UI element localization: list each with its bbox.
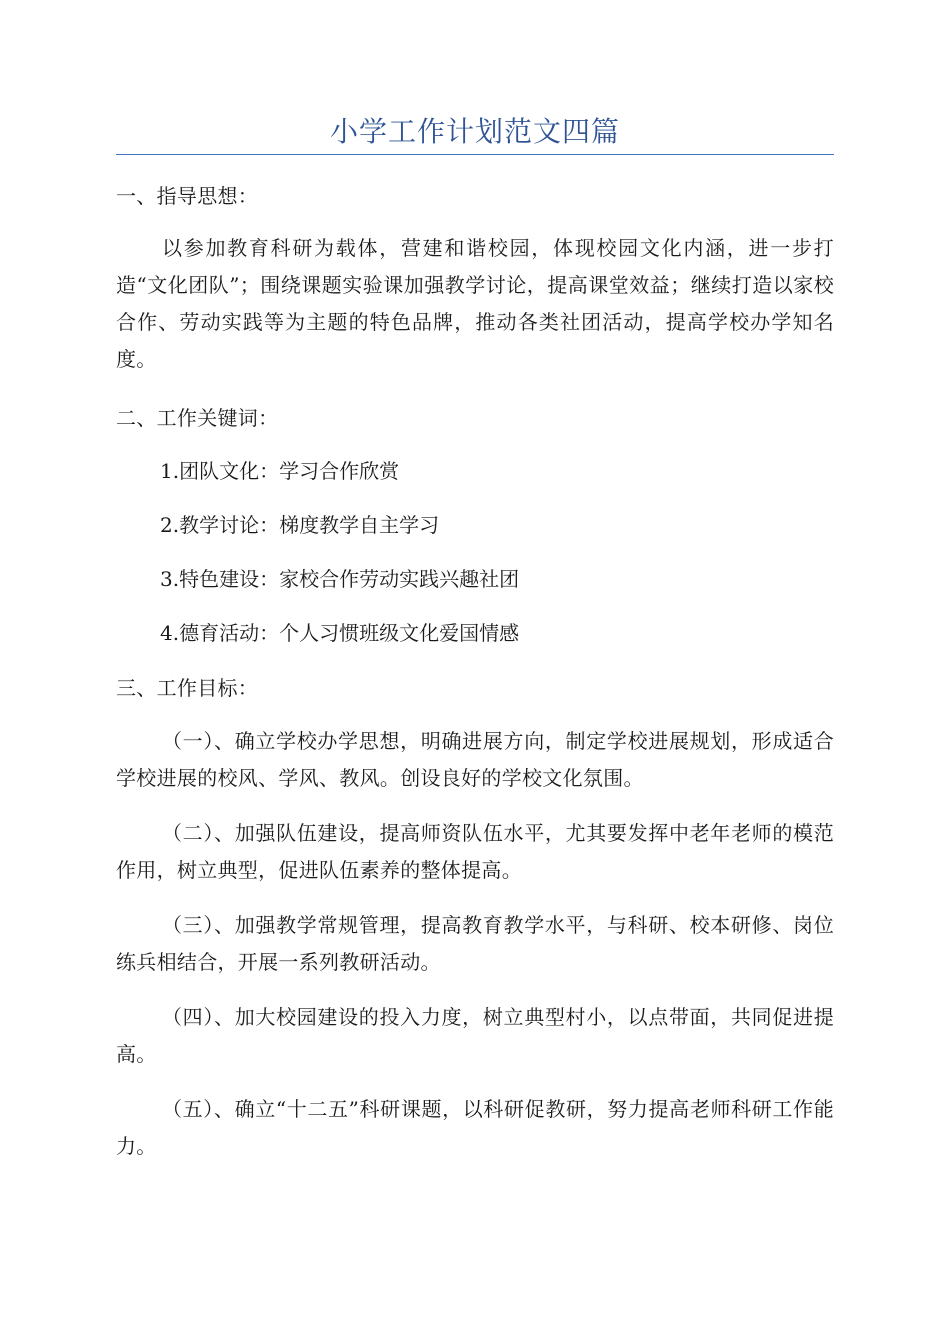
section-heading-keywords: 二、工作关键词：: [116, 406, 279, 430]
section-heading-work-goals: 三、工作目标：: [116, 676, 259, 700]
goal-paragraph: （五）、确立“十二五”科研课题，以科研促教研，努力提高老师科研工作能力。: [116, 1097, 834, 1158]
document-title: 小学工作计划范文四篇: [329, 115, 620, 148]
goal-paragraph: （二）、加强队伍建设，提高师资队伍水平，尤其要发挥中老年老师的模范作用，树立典型，促进队伍素养的整体提高。: [116, 821, 834, 882]
keyword-item: 2.教学讨论：梯度教学自主学习: [160, 513, 440, 537]
goal-paragraph: （三）、加强教学常规管理，提高教育教学水平，与科研、校本研修、岗位练兵相结合，开展一系列教研活动。: [116, 913, 834, 974]
keyword-item: 4.德育活动：个人习惯班级文化爱国情感: [160, 621, 520, 645]
title-underline: [116, 154, 834, 155]
goal-paragraph: （四）、加大校园建设的投入力度，树立典型村小，以点带面，共同促进提高。: [116, 1005, 834, 1066]
keyword-item: 3.特色建设：家校合作劳动实践兴趣社团: [160, 567, 520, 591]
keyword-item: 1.团队文化：学习合作欣赏: [160, 459, 400, 483]
goal-paragraph: （一）、确立学校办学思想，明确进展方向，制定学校进展规划，形成适合学校进展的校风、学风、教风。创设良好的学校文化氛围。: [116, 729, 834, 790]
guiding-ideology-paragraph: 以参加教育科研为载体，营建和谐校园，体现校园文化内涵，进一步打造“文化团队”；围绕课题实验课加强教学讨论，提高课堂效益；继续打造以家校合作、劳动实践等为主题的特色品牌，推动各类社团活动，提高学校办学知名度。: [116, 236, 834, 371]
section-heading-guiding-ideology: 一、指导思想：: [116, 184, 259, 208]
